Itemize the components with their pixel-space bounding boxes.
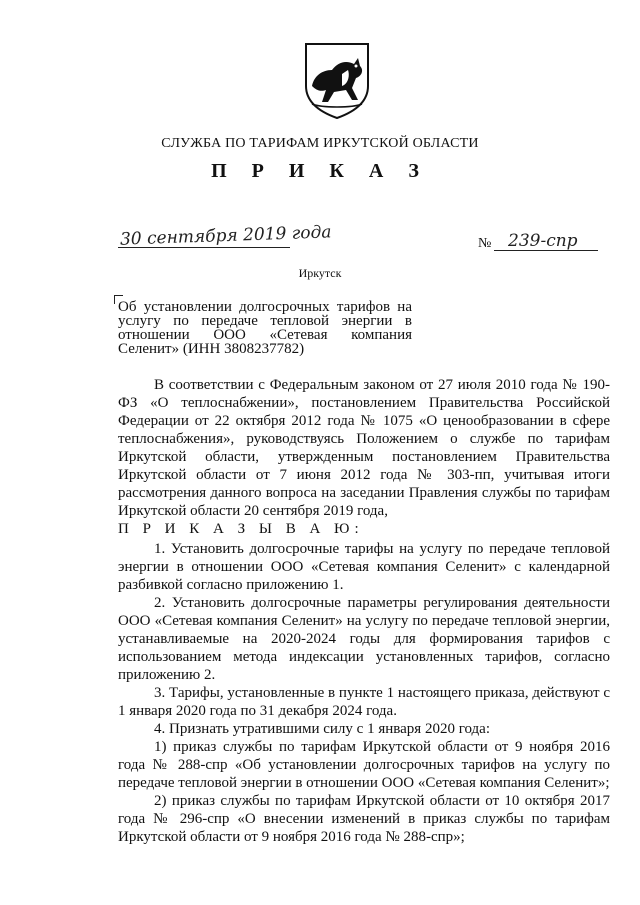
- preamble-paragraph: В соответствии с Федеральным законом от 27 июля 2010 года № 190-ФЗ «О теплоснабжении», постановлением Правительства Российской Федерации от 22 октября 2012 года № 1075 «О ценообразовании в сфере теплоснабжения», руководствуясь Положением о службе по тарифам Иркутской области, утвержденным постановлением Правительства Иркутской области от 7 июня 2012 года № 303-пп, учитывая итоги рассмотрения данного вопроса на заседании Правления службы по тарифам Иркутской области 20 сентября 2019 года,: [118, 377, 610, 519]
- clause-3: 3. Тарифы, установленные в пункте 1 настоящего приказа, действуют с 1 января 2020 года по 31 декабря 2024 года.: [118, 685, 610, 719]
- coat-of-arms-icon: [298, 40, 376, 120]
- document-title: П Р И К А З: [211, 160, 429, 182]
- clause-4-2: 2) приказ службы по тарифам Иркутской области от 10 октября 2017 года № 296-спр «О внесении изменений в приказ службы по тарифам Иркутской области от 9 ноября 2016 года № 288-спр»;: [118, 793, 610, 845]
- number-label: №: [478, 236, 492, 251]
- date-underline: [118, 247, 290, 248]
- clause-1: 1. Установить долгосрочные тарифы на услугу по передаче тепловой энергии в отношении ООО «Сетевая компания Селенит» с календарной разбивкой согласно приложению 1.: [118, 541, 610, 593]
- clause-2: 2. Установить долгосрочные параметры регулирования деятельности ООО «Сетевая компания Селенит» на услугу по передаче тепловой энергии, устанавливаемые на 2020-2024 годы для формирования тарифов с использованием метода индексации установленных тарифов, согласно приложению 2.: [118, 595, 610, 683]
- order-word: П Р И К А З Ы В А Ю:: [118, 521, 364, 537]
- document-number: 239-спр: [508, 231, 578, 251]
- number-underline: [494, 250, 598, 251]
- document-subject: Об установлении долгосрочных тарифов на услугу по передаче тепловой энергии в отношении ООО «Сетевая компания Селенит» (ИНН 3808237782): [118, 299, 412, 357]
- city: Иркутск: [298, 266, 342, 280]
- document-date: 30 сентября 2019 года: [119, 222, 332, 250]
- document-body: [118, 376, 610, 846]
- clause-4: 4. Признать утратившими силу с 1 января 2020 года:: [154, 721, 490, 737]
- agency-name: СЛУЖБА ПО ТАРИФАМ ИРКУТСКОЙ ОБЛАСТИ: [161, 136, 479, 151]
- clause-4-1: 1) приказ службы по тарифам Иркутской области от 9 ноября 2016 года № 288-спр «Об установлении долгосрочных тарифов на услугу по передаче тепловой энергии в отношении ООО «Сетевая компания Селенит»;: [118, 739, 610, 791]
